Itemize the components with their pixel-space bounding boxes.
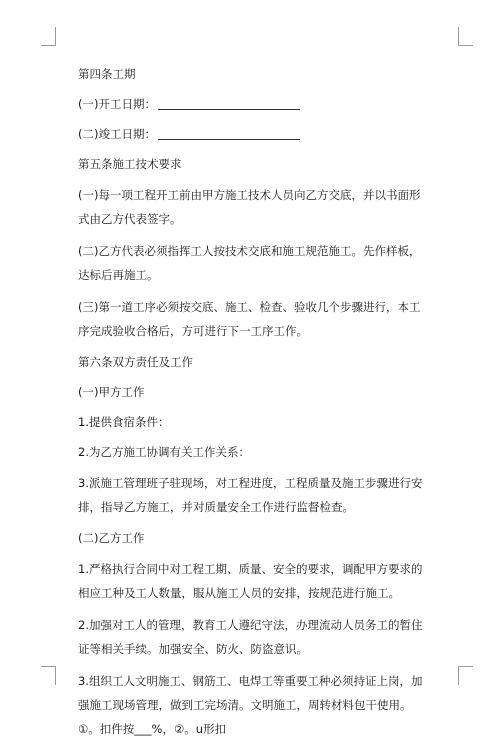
start-date-blank[interactable] [158, 97, 300, 110]
party-b-item-2: 2.加强对工人的管理，教育工人遵纪守法，办理流动人员务工的暂住证等相关手续。加强安全、防火、防盗意识。 [78, 618, 423, 656]
party-b-item-1: 1.严格执行合同中对工程工期、质量、安全的要求，调配甲方要求的相应工种及工人数量，服从施工人员的安排，按规范进行施工。 [78, 562, 423, 600]
party-a-item-1: 1.提供食宿条件： [78, 415, 170, 429]
document-body [78, 63, 430, 749]
crop-mark-top-right [458, 27, 473, 46]
article5-paragraph-3: (三)第一道工序必须按交底、施工、检查、验收几个步骤进行，本工序完成验收合格后，方可进行下一工序工作。 [78, 300, 421, 338]
crop-mark-top-left [41, 27, 56, 46]
party-a-item-2: 2.为乙方施工协调有关工作关系： [78, 445, 250, 459]
crop-mark-bottom-left [41, 666, 56, 685]
party-a-item-3: 3.派施工管理班子驻现场，对工程进度，工程质量及施工步骤进行安排，指导乙方施工，并对质量安全工作进行监督检查。 [78, 476, 423, 514]
article5-paragraph-1: (一)每一项工程开工前由甲方施工技术人员向乙方交底，并以书面形式由乙方代表签字。 [78, 188, 421, 226]
article5-title: 第五条施工技术要求 [78, 157, 182, 171]
article6-title: 第六条双方责任及工作 [78, 355, 193, 369]
start-date-label: (一)开工日期： [78, 97, 156, 111]
article5-paragraph-2: (二)乙方代表必须指挥工人按技术交底和施工规范施工。先作样板，达标后再施工。 [78, 244, 421, 282]
article4-title: 第四条工期 [78, 67, 136, 81]
end-date-blank[interactable] [158, 127, 300, 140]
end-date-line [78, 123, 430, 145]
party-a-heading: (一)甲方工作 [78, 385, 145, 399]
start-date-line [78, 93, 430, 115]
end-date-label: (二)竣工日期： [78, 127, 156, 141]
party-b-item-3: 3.组织工人文明施工、钢筋工、电焊工等重要工种必须持证上岗，加强施工现场管理，做到工完场清。文明施工，周转材料包干使用。①。扣件按___%，②。u形扣 [78, 674, 423, 736]
party-b-heading: (二)乙方工作 [78, 531, 145, 545]
crop-mark-bottom-right [458, 666, 473, 685]
